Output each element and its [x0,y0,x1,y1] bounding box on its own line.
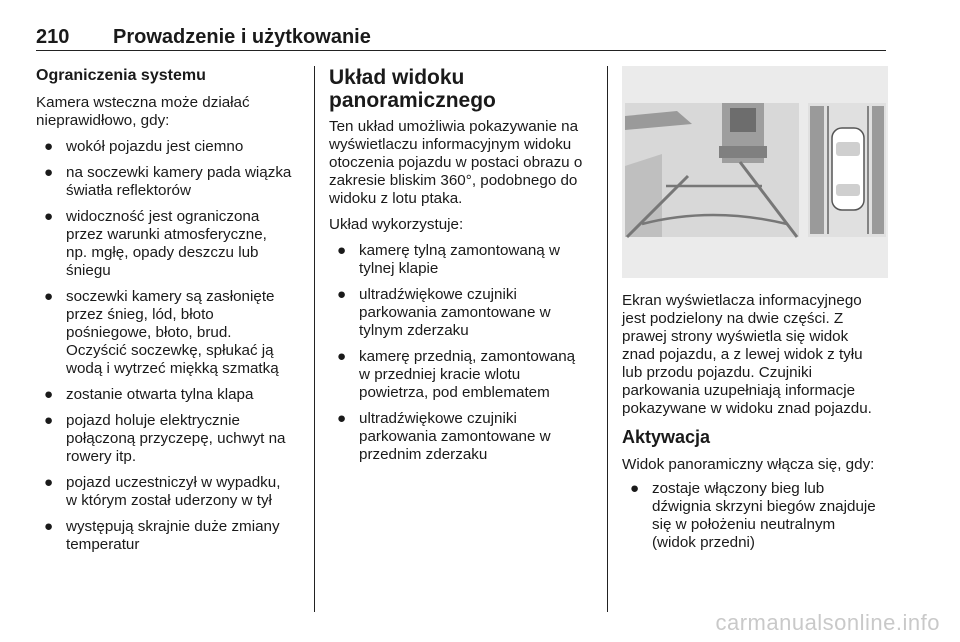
text-line: pokazywane w widoku znad pojazdu. [622,400,872,417]
text-line: otoczenia pojazdu w postaci obrazu o [329,154,583,171]
bullet-text-line: ultradźwiękowe czujniki [359,286,517,303]
bullet-text-line: kamerę przednią, zamontowaną [359,348,576,365]
column-left [36,66,304,562]
intro-paragraph [329,118,601,208]
bullet-item [329,410,601,464]
text-line: Kamera wsteczna może działać [36,94,250,111]
header-divider [36,50,886,51]
bullet-text-line: przez warunki atmosferyczne, [66,226,267,243]
bullet-item [36,164,304,200]
text-line: panoramicznego [329,89,496,112]
column-right [622,66,888,560]
camera-display-illustration [622,66,888,278]
bullet-text-line: przednim zderzaku [359,446,488,463]
bullet-text-line: parkowania zamontowane w [359,304,551,321]
bullet-text-line: powietrza, pod emblematem [359,384,550,401]
bullet-text-line: pojazd uczestniczył w wypadku, [66,474,281,491]
text-line: wyświetlaczu informacyjnym widoku [329,136,572,153]
text-line: lub przodu pojazdu. Czujniki [622,364,812,381]
bullet-item [622,480,888,552]
bullet-text-line: występują skrajnie duże zmiany [66,518,280,535]
bullet-text-line: Oczyścić soczewkę, spłukać ją [66,342,274,359]
bullet-text-line: kamerę tylną zamontowaną w [359,242,560,259]
bullet-text-line: rowery itp. [66,448,137,465]
column-middle [329,66,601,472]
bullet-text-line: ultradźwiękowe czujniki [359,410,517,427]
bullet-text-line: w którym został uderzony w tył [66,492,272,509]
bullet-icon: ● [44,474,54,491]
bullet-item [36,138,304,156]
bullet-item [36,474,304,510]
bullet-text-line: na soczewki kamery pada wiązka [66,164,292,181]
bullet-item [36,518,304,554]
bullet-item [329,242,601,278]
bullet-item [329,286,601,340]
bullet-text-line: przez śnieg, lód, błoto [66,306,214,323]
heading-activation: Aktywacja [622,427,711,447]
activation-intro: Widok panoramiczny włącza się, gdy: [622,456,875,473]
bullet-text-line: pojazd holuje elektrycznie [66,412,240,429]
bullet-text-line: parkowania zamontowane w [359,428,551,445]
bullet-text-line: widoczność jest ograniczona [66,208,260,225]
column-divider [314,66,315,612]
heading-system-limits: Ograniczenia systemu [36,67,206,84]
bullet-icon: ● [630,480,640,497]
components-list [329,242,601,464]
bullet-icon: ● [44,518,54,535]
bullet-text-line: soczewki kamery są zasłonięte [66,288,275,305]
text-line: Ekran wyświetlacza informacyjnego [622,292,862,309]
bullet-text-line: wodą i wytrzeć miękką szmatką [66,360,279,377]
bullet-text-line: pośniegowe, błoto, brud. [66,324,232,341]
bullet-text-line: tylnej klapie [359,260,439,277]
bullet-item [36,386,304,404]
text-line: prawej strony wyświetla się widok [622,328,849,345]
bullet-icon: ● [337,242,347,259]
intro-paragraph [36,94,304,130]
bullet-item [36,288,304,378]
bullet-icon: ● [44,164,54,181]
text-line: nieprawidłowo, gdy: [36,112,170,129]
display-description [622,292,888,418]
text-line: parkowania uzupełniają informacje [622,382,856,399]
activation-list [622,480,888,552]
bullet-text-line: temperatur [66,536,140,553]
bullet-icon: ● [44,138,54,155]
rear-camera-view [625,103,799,237]
text-line: jest podzielony na dwie części. Z [622,310,844,327]
page-header [36,26,886,52]
bullet-icon: ● [44,412,54,429]
bullet-text-line: zostanie otwarta tylna klapa [66,386,254,403]
bullet-icon: ● [337,286,347,303]
limitations-list [36,138,304,554]
heading-panoramic-view [329,66,601,112]
bullet-icon: ● [337,348,347,365]
bullet-item [36,412,304,466]
bullet-text-line: dźwignia skrzyni biegów znajduje [652,498,876,515]
bullet-text-line: w przedniej kracie wlotu [359,366,521,383]
uses-label: Układ wykorzystuje: [329,216,464,233]
bullet-item [329,348,601,402]
text-line: zakresie bliskim 360°, podobnego do [329,172,578,189]
bullet-text-line: połączoną przyczepę, uchwyt na [66,430,286,447]
bullet-text-line: zostaje włączony bieg lub [652,480,825,497]
bullet-text-line: tylnym zderzaku [359,322,469,339]
text-line: widoku z lotu ptaka. [329,190,463,207]
top-down-view [808,103,886,237]
bullet-text-line: (widok przedni) [652,534,755,551]
bullet-text-line: śniegu [66,262,111,279]
camera-display-image [622,66,888,278]
bullet-text-line: np. mgłę, opady deszczu lub [66,244,259,261]
section-title: Prowadzenie i użytkowanie [113,26,371,48]
bullet-text-line: światła reflektorów [66,182,191,199]
text-line: znad pojazdu, a z lewej widok z tyłu [622,346,863,363]
watermark: carmanualsonline.info [715,610,940,635]
bullet-icon: ● [44,208,54,225]
page-number: 210 [36,26,70,48]
bullet-text-line: się w położeniu neutralnym [652,516,836,533]
text-line: Układ widoku [329,66,465,89]
bullet-icon: ● [337,410,347,427]
bullet-item [36,208,304,280]
text-line: Ten układ umożliwia pokazywanie na [329,118,579,135]
bullet-text-line: wokół pojazdu jest ciemno [66,138,244,155]
bullet-icon: ● [44,288,54,305]
column-divider [607,66,608,612]
bullet-icon: ● [44,386,54,403]
